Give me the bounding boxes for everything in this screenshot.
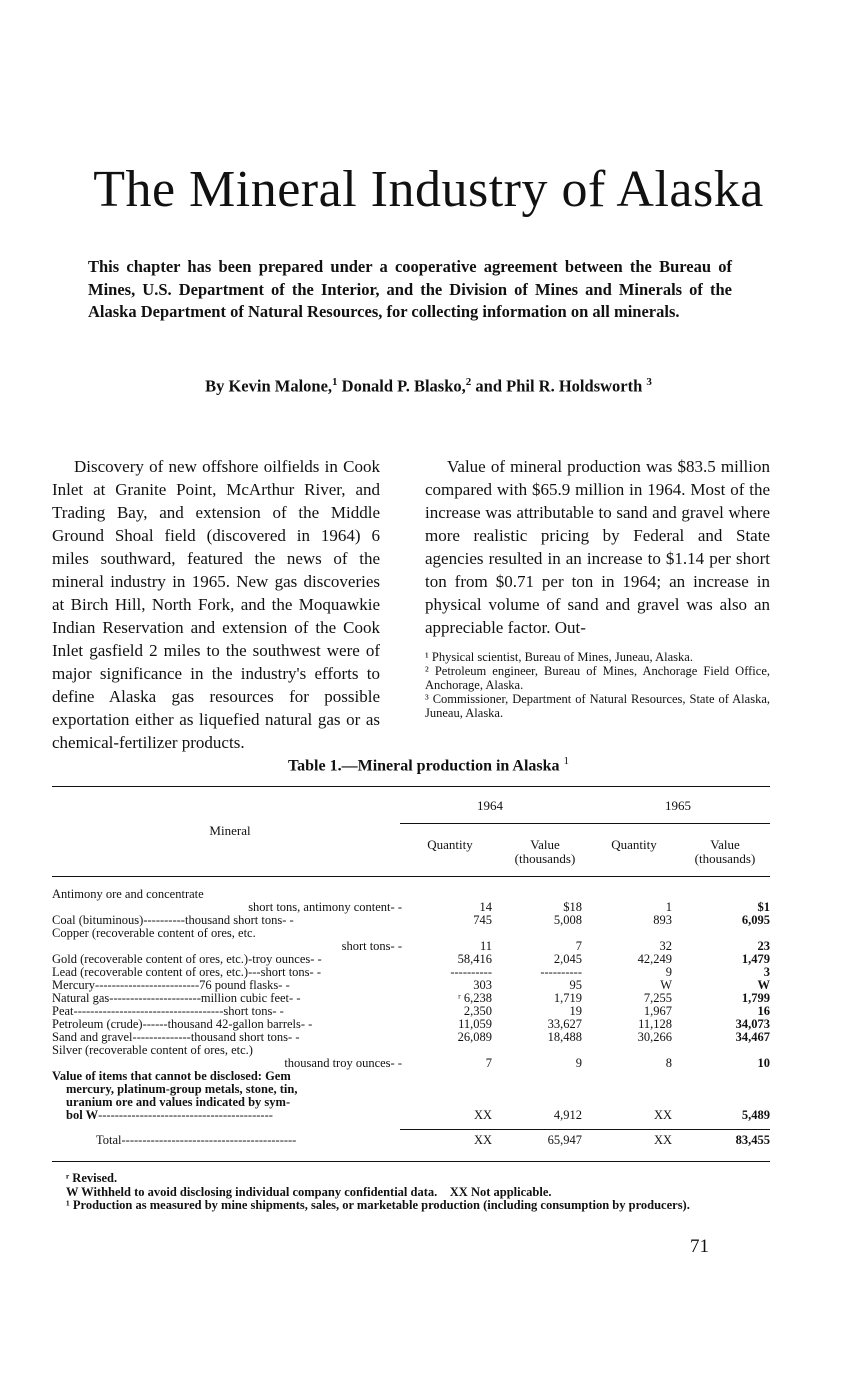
table-top-rule [52,786,770,787]
table-row: short tons- - 11 7 32 23 [341,939,770,953]
author-2: Donald P. Blasko, [337,376,466,396]
col-header-1965: 1965 [665,798,691,813]
table-row: Antimony ore and concentrate [52,888,204,901]
body-paragraph: Value of mineral production was $83.5 million compared with $65.9 million in 1964. Most of the increase was attributable to sand and gravel where more realistic pricing by Federal and State agencies resulted in an increase to $1.14 per short ton from $0.71 per ton in 1964; an increase in physical volume of sand and gravel was also an appreciable factor. Out- [425,457,770,637]
col-header-1964: 1964 [477,798,503,813]
table-row: uranium ore and values indicated by sym- [66,1096,291,1109]
author-1: Kevin Malone, [228,376,333,396]
table-row: thousand troy ounces- - 7 9 8 10 [284,1056,770,1070]
table-row: Copper (recoverable content of ores, etc. [52,927,256,940]
body-column-left [52,455,380,754]
body-column-right [425,455,770,639]
table-caption: Table 1.—Mineral production in Alaska $^1$ [287,755,570,775]
col-header-value-1965: Value (thousands) [694,837,756,866]
table-bottom-rule [52,1161,770,1162]
col-header-qty-1964: Quantity [427,837,473,852]
table-note-withheld: W Withheld to avoid disclosing individual company confidential data. XX Not applicable. [66,1184,552,1199]
table-notes [52,1172,772,1213]
table-row: Coal (bituminous)----------thousand short tons- - 745 5,008 893 6,095 [52,913,770,927]
footnote-1: ¹ Physical scientist, Bureau of Mines, Juneau, Alaska. [425,650,693,664]
footnote-3: ³ Commissioner, Department of Natural Resources, State of Alaska, Juneau, Alaska. [425,692,770,720]
table-row: Value of items that cannot be disclosed: Gem [52,1070,291,1083]
author-byline: By Kevin Malone,$^1$ Donald P. Blasko,$^2$ and Phil R. Holdsworth $^3$ [205,376,652,396]
table-row: Petroleum (crude)------thousand 42-gallon barrels- - 11,059 33,627 11,128 34,073 [52,1017,770,1031]
table-row: mercury, platinum-group metals, stone, tin, [66,1083,298,1096]
table-note-production: ¹ Production as measured by mine shipments, sales, or marketable production (including consumption by producers). [66,1198,690,1212]
table-header-rule [52,876,770,877]
table-row: Natural gas----------------------million cubic feet- - ʳ 6,238 1,719 7,255 1,799 [52,991,770,1005]
table-year-rule [400,823,770,824]
col-header-qty-1965: Quantity [611,837,657,852]
author-footnotes [425,650,770,720]
table-row: Peat------------------------------------short tons- - 2,350 19 1,967 16 [52,1004,770,1018]
col-header-value-1964: Value (thousands) [514,837,576,866]
table-row: Mercury-------------------------76 pound flasks- - 303 95 W W [52,978,770,992]
table-note-revised: ʳ Revised. [66,1171,118,1185]
table-row: Lead (recoverable content of ores, etc.)---short tons- - ---------- ---------- 9 3 [52,965,770,979]
table-row: short tons, antimony content- - 14 $18 1 $1 [248,900,770,914]
table-body [52,888,772,1122]
table-row: Sand and gravel--------------thousand short tons- - 26,089 18,488 30,266 34,467 [52,1030,770,1044]
body-paragraph: Discovery of new offshore oilfields in Cook Inlet at Granite Point, McArthur River, and Trading Bay, and extension of the Middle Ground Shoal field (discovered in 1964) 6 miles southward, featured the news of the mineral industry in 1965. New gas discoveries at Birch Hill, North Fork, and the Moquawkie Indian Reservation and extension of the Cook Inlet gasfield 2 miles to the southwest were of major significance in the industry's efforts to define Alaska gas resources for possible exportation either as liquefied natural gas or as chemical-fertilizer products. [52,457,380,752]
table-row: bol W------------------------------------------ XX 4,912 XX 5,489 [66,1108,770,1122]
author-3: and Phil R. Holdsworth [471,376,647,396]
table-row: Gold (recoverable content of ores, etc.)-troy ounces- - 58,416 2,045 42,249 1,479 [52,952,770,966]
page-number: 71 [690,1236,709,1257]
table-total-rule [400,1129,770,1130]
footnote-2: ² Petroleum engineer, Bureau of Mines, Anchorage Field Office, Anchorage, Alaska. [425,664,770,692]
table-row: Silver (recoverable content of ores, etc.) [52,1044,253,1057]
page-title: The Mineral Industry of Alaska [93,161,764,218]
chapter-intro: This chapter has been prepared under a cooperative agreement between the Bureau of Mines, U.S. Department of the Interior, and the Division of Mines and Minerals of the Alaska Department of Natural Resources, for collecting information on all minerals. [88,257,732,321]
table-row-total: Total------------------------------------------ XX 65,947 XX 83,455 [96,1133,770,1147]
table-total [52,1134,772,1147]
col-header-mineral: Mineral [209,823,251,838]
